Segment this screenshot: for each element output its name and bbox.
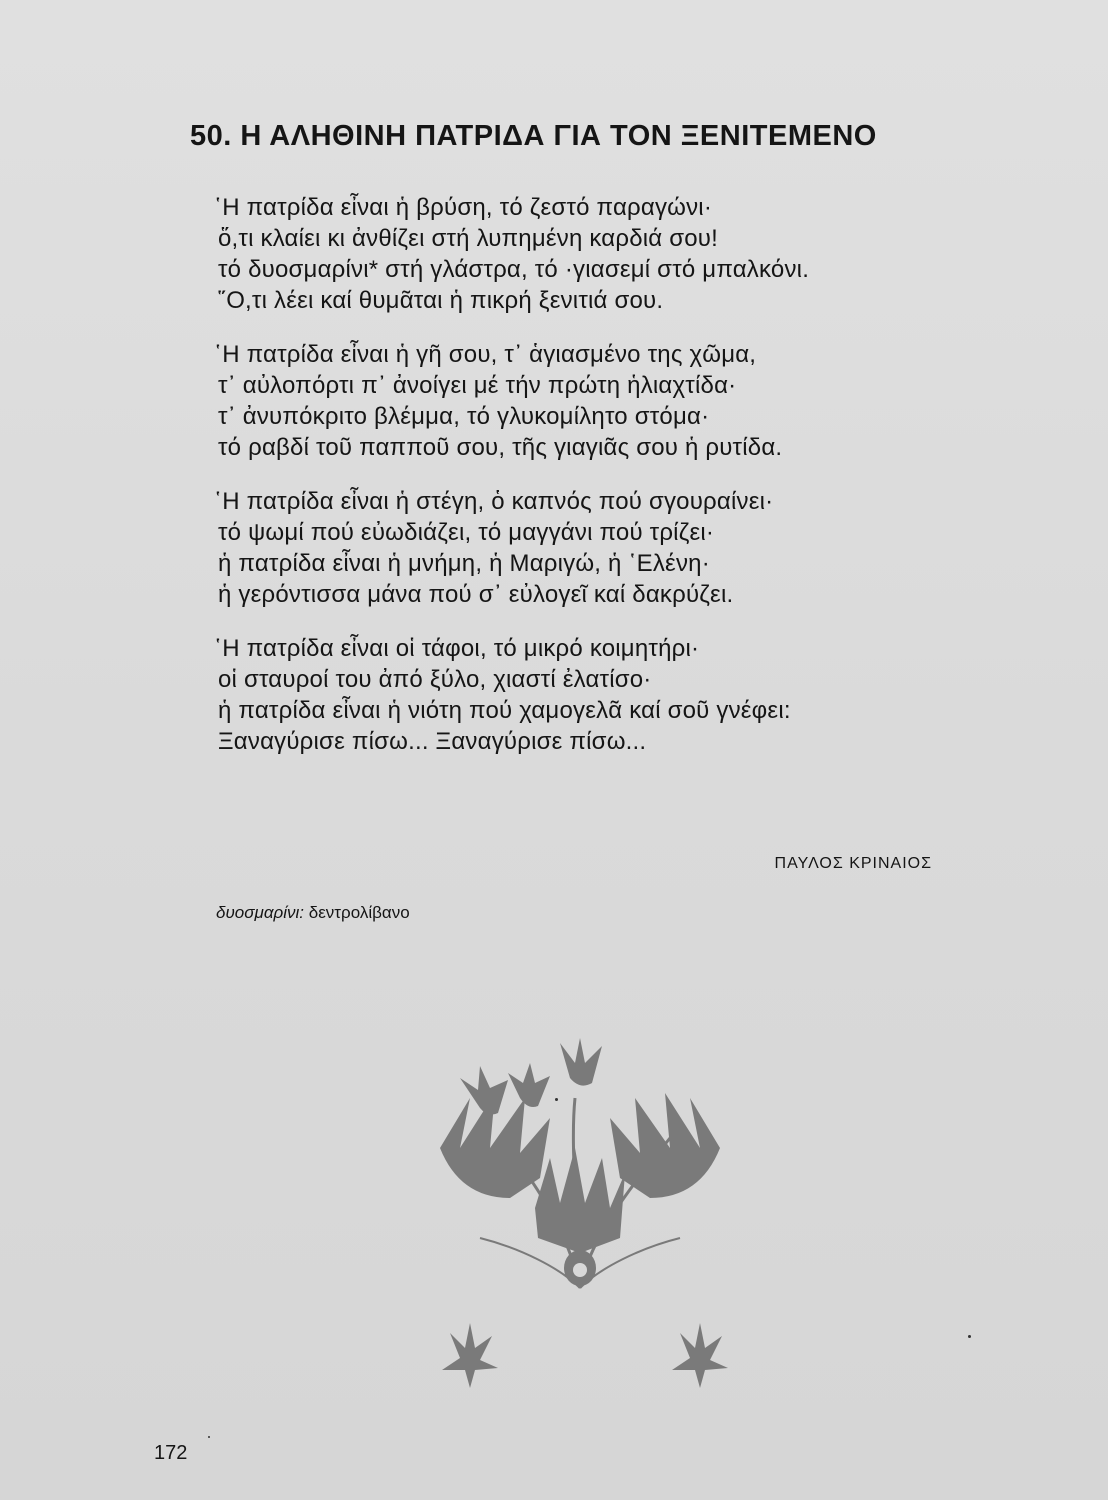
carnation-flower-ornament-icon xyxy=(420,1038,740,1388)
poem-line: ἡ γερόντισσα μάνα πού σ᾿ εὐλογεῖ καί δακρύζει. xyxy=(218,581,734,608)
poem-body xyxy=(0,192,1108,780)
poem-line: ῾Η πατρίδα εἶναι ἡ στέγη, ὁ καπνός πού σγουραίνει· xyxy=(214,488,774,515)
poem-title: 50. Η ΑΛΗΘΙΝΗ ΠΑΤΡΙΔΑ ΓΙΑ ΤΟΝ ΞΕΝΙΤΕΜΕΝΟ xyxy=(190,120,877,152)
poem-line: ἡ πατρίδα εἶναι ἡ νιότη πού χαμογελᾶ καί σοῦ γνέφει: xyxy=(218,697,791,724)
stanza-2 xyxy=(0,339,1108,463)
poem-line: Ξαναγύρισε πίσω... Ξαναγύρισε πίσω... xyxy=(218,728,647,755)
poem-line: οἱ σταυροί του ἀπό ξύλο, χιαστί ἐλατίσο· xyxy=(218,666,652,693)
poem-line: ῾Η πατρίδα εἶναι οἱ τάφοι, τό μικρό κοιμητήρι· xyxy=(214,635,700,662)
footnote xyxy=(216,903,410,923)
poem-line: τ᾿ αὐλοπόρτι π᾿ ἀνοίγει μέ τήν πρώτη ἡλιαχτίδα· xyxy=(218,372,737,399)
poem-line: τό ψωμί πού εὐωδιάζει, τό μαγγάνι πού τρίζει· xyxy=(218,519,715,546)
poem-line: τό δυοσμαρίνι* στή γλάστρα, τό ·γιασεμί στό μπαλκόνι. xyxy=(218,256,810,283)
stanza-3 xyxy=(0,486,1108,610)
ink-speck xyxy=(968,1335,971,1338)
poem-line: ἡ πατρίδα εἶναι ἡ μνήμη, ἡ Μαριγώ, ἡ ῾Ελένη· xyxy=(218,550,710,577)
poem-line: ῞Ο,τι λέει καί θυμᾶται ἡ πικρή ξενιτιά σου. xyxy=(218,287,664,314)
poem-line: ῾Η πατρίδα εἶναι ἡ γῆ σου, τ᾿ ἁγιασμένο της χῶμα, xyxy=(214,341,757,368)
page-number: 172 xyxy=(154,1442,188,1464)
stanza-1 xyxy=(0,192,1108,316)
footnote-definition: δεντρολίβανο xyxy=(308,903,410,922)
ink-speck xyxy=(208,1436,210,1438)
poem-line: ὅ,τι κλαίει κι ἀνθίζει στή λυπημένη καρδιά σου! xyxy=(218,225,719,252)
poem-line: τό ραβδί τοῦ παπποῦ σου, τῆς γιαγιᾶς σου ἡ ρυτίδα. xyxy=(218,434,783,461)
author-name: ΠΑΥΛΟΣ ΚΡΙΝΑΙΟΣ xyxy=(774,855,932,872)
ink-speck xyxy=(555,1098,558,1101)
footnote-term: δυοσμαρίνι: xyxy=(216,903,305,922)
poem-line: τ᾿ ἀνυπόκριτο βλέμμα, τό γλυκομίλητο στόμα· xyxy=(218,403,710,430)
poem-line: ῾Η πατρίδα εἶναι ἡ βρύση, τό ζεστό παραγώνι· xyxy=(214,194,713,221)
stanza-4 xyxy=(0,633,1108,757)
